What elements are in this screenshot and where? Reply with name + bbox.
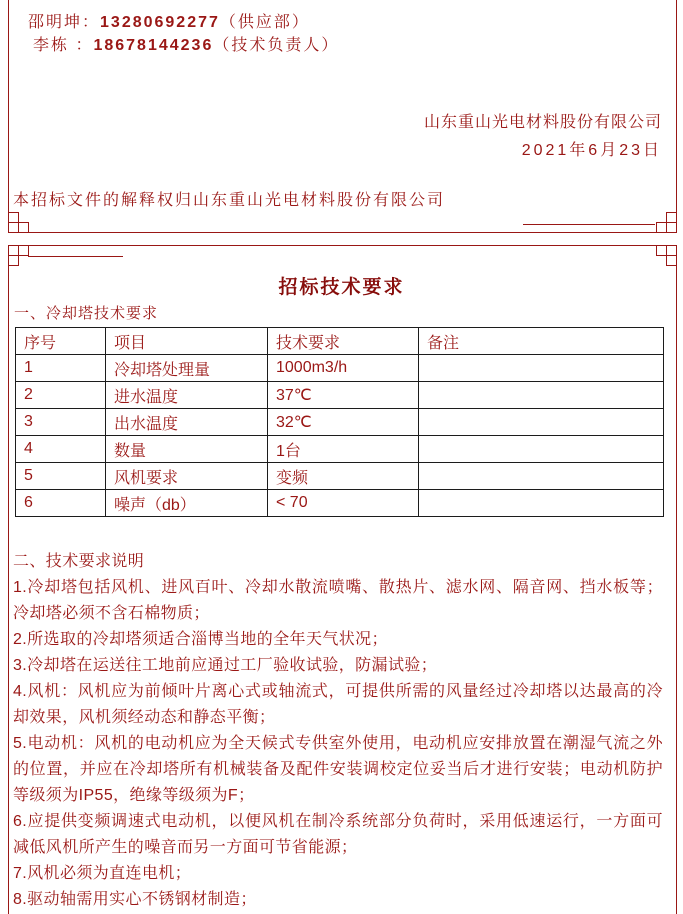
contact-2-note: （技术负责人） [213,37,340,54]
cell-serial: 3 [16,409,106,436]
table-header-serial: 序号 [16,328,106,355]
table-row [16,382,664,409]
corner-ornament-square [656,222,667,233]
cell-item: 数量 [106,436,268,463]
cell-item: 出水温度 [106,409,268,436]
cell-requirement: 32℃ [268,409,419,436]
section-heading-2: 二、技术要求说明 [13,553,145,570]
note-item-6: 6.应提供变频调速式电动机，以便风机在制冷系统部分负荷时，采用低速运行，一方面可减低风机所产生的噪音而另一方面可节省能源； [13,813,663,856]
cell-item: 噪声（db） [106,490,268,517]
corner-ornament-square [666,222,677,233]
table-row [16,355,664,382]
corner-ornament-square [666,255,677,266]
cell-remark [419,463,664,490]
table-header-item: 项目 [106,328,268,355]
ornament-rule-right [523,224,655,225]
contact-line-2 [33,32,339,55]
cell-requirement: < 70 [268,490,419,517]
ornament-rule-left [28,256,123,257]
note-item-3: 3.冷却塔在运送往工地前应通过工厂验收试验，防漏试验； [13,657,438,674]
note-item-5: 5.电动机：风机的电动机应为全天候式专供室外使用，电动机应安排放置在潮湿气流之外的位置，并应在冷却塔所有机械装备及配件安装调校定位妥当后才进行安装；电动机防护等级须为IP55，绝缘等级须为F； [13,735,663,804]
note-item-7: 7.风机必须为直连电机； [13,865,192,882]
corner-ornament-square [8,255,19,266]
cell-remark [419,409,664,436]
table-header-requirement: 技术要求 [268,328,419,355]
cell-serial: 2 [16,382,106,409]
note-item-2: 2.所选取的冷却塔须适合淄博当地的全年天气状况； [13,631,388,648]
table-row [16,409,664,436]
contact-line-1 [28,9,310,32]
cell-remark [419,355,664,382]
cell-requirement: 1台 [268,436,419,463]
company-name: 山东重山光电材料股份有限公司 [423,114,662,131]
table-row [16,436,664,463]
cell-remark [419,490,664,517]
section-heading-1: 一、冷却塔技术要求 [14,305,159,322]
table-row [16,490,664,517]
contact-1-note: （供应部） [219,14,310,31]
note-item-4: 4.风机：风机应为前倾叶片离心式或轴流式，可提供所需的风量经过冷却塔以达最高的冷却效果，风机须经动态和静态平衡； [13,683,663,726]
cell-item: 冷却塔处理量 [106,355,268,382]
cell-requirement: 1000m3/h [268,355,419,382]
cell-serial: 6 [16,490,106,517]
contact-1-name: 邵明坤： [28,14,101,31]
cell-serial: 4 [16,436,106,463]
contact-2-phone: 18678144236 [93,37,214,54]
corner-ornament-square [18,245,29,256]
cell-remark [419,436,664,463]
cell-requirement: 变频 [268,463,419,490]
table-header-row [16,328,664,355]
table-header-remark: 备注 [419,328,664,355]
technical-notes [13,549,663,913]
spec-table [15,327,664,517]
note-item-1: 1.冷却塔包括风机、进风百叶、冷却水散流喷嘴、散热片、滤水网、隔音网、挡水板等；冷却塔必须不含石棉物质； [13,579,663,622]
document-date: 2021年6月23日 [521,142,662,159]
corner-ornament-square [18,222,29,233]
contact-1-phone: 13280692277 [100,14,220,31]
cell-item: 进水温度 [106,382,268,409]
cell-item: 风机要求 [106,463,268,490]
contact-2-name: 李栋 ： [33,37,94,54]
page-title: 招标技术要求 [278,277,405,298]
table-row [16,463,664,490]
cell-remark [419,382,664,409]
cell-serial: 5 [16,463,106,490]
interpretation-statement: 本招标文件的解释权归山东重山光电材料股份有限公司 [13,192,446,209]
note-item-8: 8.驱动轴需用实心不锈钢材制造； [13,891,257,908]
cell-serial: 1 [16,355,106,382]
cell-requirement: 37℃ [268,382,419,409]
